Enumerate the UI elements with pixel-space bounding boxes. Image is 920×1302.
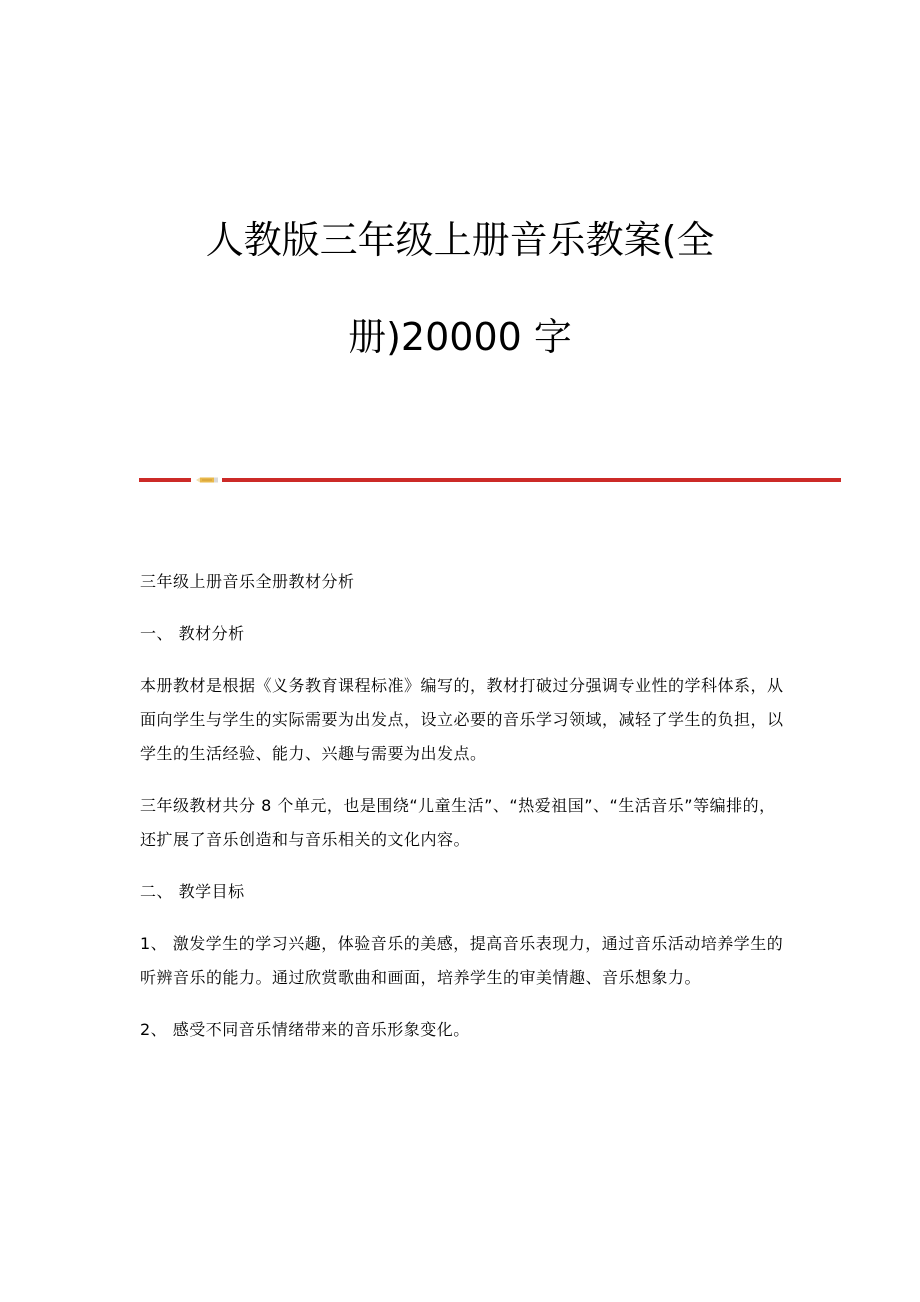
subsection-heading-material-analysis: 一、 教材分析 [140, 624, 245, 643]
divider-bar-left [139, 478, 191, 482]
document-body [140, 565, 790, 1065]
paragraph-units-overview: 三年级教材共分 8 个单元，也是围绕“儿童生活”、“热爱祖国”、“生活音乐”等编排的，还扩展了音乐创造和与音乐相关的文化内容。 [140, 796, 776, 849]
document-title-line-2: 册)20000 字 [348, 315, 572, 359]
title-divider [139, 477, 841, 483]
pencil-icon [196, 477, 218, 483]
subsection-heading-teaching-goals: 二、 教学目标 [140, 882, 245, 901]
section-heading-analysis: 三年级上册音乐全册教材分析 [140, 572, 355, 591]
document-title-line-1: 人教版三年级上册音乐教案(全 [205, 218, 715, 262]
divider-bar-right [222, 478, 841, 482]
goal-item-2: 2、 感受不同音乐情绪带来的音乐形象变化。 [140, 1020, 470, 1039]
paragraph-material-description: 本册教材是根据《义务教育课程标准》编写的，教材打破过分强调专业性的学科体系，从面向学生与学生的实际需要为出发点，设立必要的音乐学习领域，减轻了学生的负担，以学生的生活经验、能力、兴趣与需要为出发点。 [140, 676, 784, 763]
goal-item-1: 1、 激发学生的学习兴趣，体验音乐的美感，提高音乐表现力，通过音乐活动培养学生的听辨音乐的能力。通过欣赏歌曲和画面，培养学生的审美情趣、音乐想象力。 [140, 934, 784, 987]
